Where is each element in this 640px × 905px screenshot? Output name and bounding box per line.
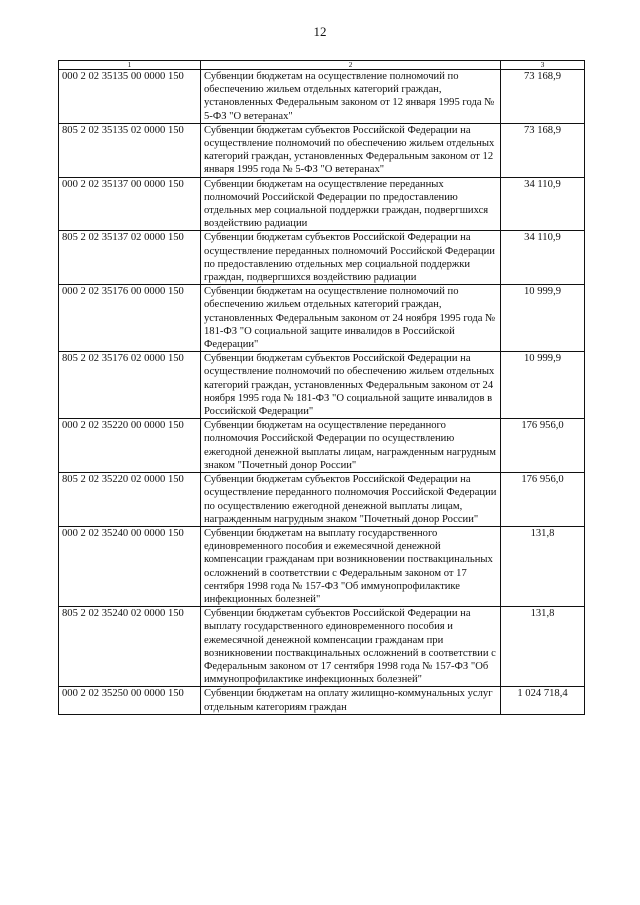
table-row — [59, 352, 585, 419]
budget-code-cell: 000 2 02 35220 00 0000 150 — [59, 419, 201, 473]
table-row — [59, 526, 585, 606]
description-cell: Субвенции бюджетам на осуществление полномочий по обеспечению жильем отдельных категорий граждан, установленных Федеральным законом от 12 января 1995 года № 5-ФЗ "О ветеранах" — [201, 70, 501, 124]
amount-cell: 34 110,9 — [501, 177, 585, 231]
amount-cell: 10 999,9 — [501, 285, 585, 352]
table-row — [59, 419, 585, 473]
column-number-3: 3 — [501, 61, 585, 70]
table-row — [59, 70, 585, 124]
description-cell: Субвенции бюджетам субъектов Российской Федерации на осуществление полномочий по обеспечению жильем отдельных категорий граждан, установленных Федеральным законом от 24 ноября 1995 года № 181-ФЗ "О социальной защите инвалидов в Российской Федерации" — [201, 352, 501, 419]
table-body — [59, 70, 585, 715]
budget-code-cell: 805 2 02 35137 02 0000 150 — [59, 231, 201, 285]
amount-cell: 131,8 — [501, 526, 585, 606]
description-cell: Субвенции бюджетам субъектов Российской Федерации на осуществление переданного полномочия Российской Федерации по осуществлению ежегодной денежной выплаты лицам, награжденным нагрудным знаком "Почетный донор России" — [201, 473, 501, 527]
amount-cell: 73 168,9 — [501, 70, 585, 124]
budget-code-cell: 805 2 02 35176 02 0000 150 — [59, 352, 201, 419]
amount-cell: 1 024 718,4 — [501, 687, 585, 714]
budget-code-cell: 805 2 02 35135 02 0000 150 — [59, 123, 201, 177]
column-number-2: 2 — [201, 61, 501, 70]
page-number: 12 — [313, 24, 327, 39]
table-row — [59, 231, 585, 285]
description-cell: Субвенции бюджетам субъектов Российской Федерации на выплату государственного единовременного пособия и ежемесячной денежной компенсации гражданам при возникновении поствакцинальных осложнений в соответствии с Федеральным законом от 17 сентября 1998 года № 157-ФЗ "Об иммунопрофилактике инфекционных болезней" — [201, 607, 501, 687]
table-row — [59, 607, 585, 687]
budget-code-cell: 000 2 02 35176 00 0000 150 — [59, 285, 201, 352]
description-cell: Субвенции бюджетам на выплату государственного единовременного пособия и ежемесячной денежной компенсации гражданам при возникновении поствакцинальных осложнений в соответствии с Федеральным законом от 17 сентября 1998 года № 157-ФЗ "Об иммунопрофилактике инфекционных болезней" — [201, 526, 501, 606]
table-row — [59, 177, 585, 231]
budget-table — [58, 60, 585, 715]
description-cell: Субвенции бюджетам субъектов Российской Федерации на осуществление полномочий по обеспечению жильем отдельных категорий граждан, установленных Федеральным законом от 12 января 1995 года № 5-ФЗ "О ветеранах" — [201, 123, 501, 177]
budget-code-cell: 805 2 02 35220 02 0000 150 — [59, 473, 201, 527]
table-row — [59, 687, 585, 714]
budget-code-cell: 000 2 02 35240 00 0000 150 — [59, 526, 201, 606]
amount-cell: 131,8 — [501, 607, 585, 687]
amount-cell: 34 110,9 — [501, 231, 585, 285]
description-cell: Субвенции бюджетам на осуществление переданного полномочия Российской Федерации по осуществлению ежегодной денежной выплаты лицам, награжденным нагрудным знаком "Почетный донор России" — [201, 419, 501, 473]
budget-code-cell: 805 2 02 35240 02 0000 150 — [59, 607, 201, 687]
description-cell: Субвенции бюджетам на оплату жилищно-коммунальных услуг отдельным категориям граждан — [201, 687, 501, 714]
amount-cell: 176 956,0 — [501, 419, 585, 473]
amount-cell: 73 168,9 — [501, 123, 585, 177]
table-row — [59, 285, 585, 352]
column-number-1: 1 — [59, 61, 201, 70]
budget-code-cell: 000 2 02 35137 00 0000 150 — [59, 177, 201, 231]
amount-cell: 10 999,9 — [501, 352, 585, 419]
description-cell: Субвенции бюджетам на осуществление полномочий по обеспечению жильем отдельных категорий граждан, установленных Федеральным законом от 24 ноября 1995 года № 181-ФЗ "О социальной защите инвалидов в Российской Федерации" — [201, 285, 501, 352]
budget-code-cell: 000 2 02 35135 00 0000 150 — [59, 70, 201, 124]
table-row — [59, 123, 585, 177]
amount-cell: 176 956,0 — [501, 473, 585, 527]
budget-code-cell: 000 2 02 35250 00 0000 150 — [59, 687, 201, 714]
description-cell: Субвенции бюджетам на осуществление переданных полномочий Российской Федерации по предоставлению отдельных мер социальной поддержки граждан, подвергшихся воздействию радиации — [201, 177, 501, 231]
description-cell: Субвенции бюджетам субъектов Российской Федерации на осуществление переданных полномочий Российской Федерации по предоставлению отдельных мер социальной поддержки граждан, подвергшихся воздействию радиации — [201, 231, 501, 285]
column-number-row — [59, 61, 585, 70]
table-row — [59, 473, 585, 527]
